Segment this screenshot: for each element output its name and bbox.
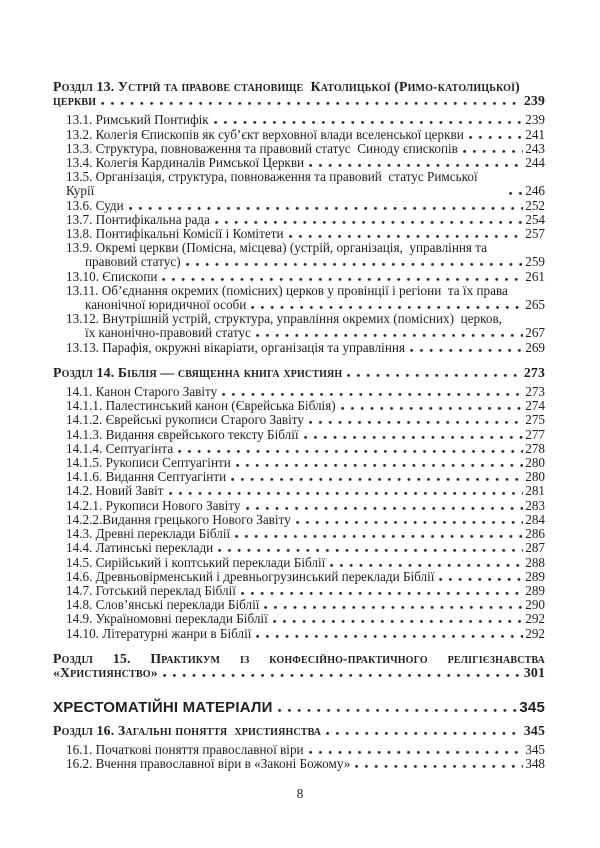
toc-entry xyxy=(53,612,545,626)
toc-title: 14.1.5. Рукописи Септуагінти xyxy=(66,455,231,471)
toc-page-ref: 257 xyxy=(525,226,545,242)
toc-chapter-heading xyxy=(53,724,545,738)
toc-entry xyxy=(53,442,545,456)
toc-title-line: Розділ 13. Устрій та правове становище Католицької (Римо-католицької) xyxy=(53,79,520,94)
dot-leader xyxy=(246,507,524,510)
dot-leader xyxy=(264,606,523,609)
toc-entry xyxy=(53,470,545,484)
dot-leader xyxy=(469,136,523,139)
toc-title: 14.9. Україномовні переклади Біблії xyxy=(66,611,268,627)
dot-leader xyxy=(410,349,523,352)
toc-entry xyxy=(53,456,545,470)
dot-leader xyxy=(186,263,524,266)
toc-entry xyxy=(53,584,545,598)
dot-leader xyxy=(256,334,523,337)
dot-leader xyxy=(309,421,523,424)
toc-title: 14.1. Канон Старого Завіту xyxy=(66,384,218,400)
dot-leader xyxy=(256,635,523,638)
toc-row xyxy=(66,627,545,641)
toc-title: канонічної юридичної особи xyxy=(85,297,247,313)
toc-row xyxy=(66,142,545,156)
toc-title: 13.8. Понтифікальні Комісії і Комітети xyxy=(66,226,284,242)
toc-row xyxy=(66,456,545,470)
toc-entry xyxy=(53,413,545,427)
dot-leader xyxy=(178,450,523,453)
dot-leader xyxy=(215,221,523,224)
toc-entry xyxy=(53,598,545,612)
toc-page-ref: 345 xyxy=(523,723,545,739)
dot-leader xyxy=(236,464,523,467)
toc-page-ref: 269 xyxy=(525,339,545,355)
toc-page-ref: 292 xyxy=(525,611,545,627)
toc-page-ref: 290 xyxy=(525,597,545,613)
toc-row xyxy=(53,666,545,680)
dot-leader xyxy=(309,751,524,754)
toc-title: 14.6. Древньовірменський і древньогрузинський переклади Біблії xyxy=(66,568,435,584)
dot-leader xyxy=(169,492,524,495)
toc-title: 14.8. Слов’янські переклади Біблії xyxy=(66,597,260,613)
toc-title: Розділ 14. Біблія — священна книга християн xyxy=(53,364,343,380)
dot-leader xyxy=(463,150,523,153)
dot-leader xyxy=(341,407,524,410)
toc-page-ref: 241 xyxy=(525,126,545,142)
toc-entry xyxy=(53,527,545,541)
toc-row xyxy=(66,541,545,555)
toc-page-ref: 289 xyxy=(525,568,545,584)
toc-entry xyxy=(53,743,545,757)
toc-page-ref: 280 xyxy=(525,455,545,471)
toc-title-line: Розділ 15. Практикум із конфесійно-практичного релігієзнавства xyxy=(53,650,545,666)
toc-row xyxy=(85,255,545,269)
toc-page-ref: 274 xyxy=(525,398,545,414)
toc-chapter-heading xyxy=(53,652,545,680)
toc-entry xyxy=(53,170,545,198)
toc-row xyxy=(66,156,545,170)
toc-title: 14.1.1. Палестинський канон (Єврейська Біблія) xyxy=(66,398,336,414)
toc-title: 16.1. Початкові поняття православної віри xyxy=(66,741,304,757)
toc-title: 14.5. Сирійський і коптський переклади Біблії xyxy=(66,554,326,570)
dot-leader xyxy=(509,192,523,195)
toc-row xyxy=(53,724,545,738)
toc-title: 13.5. Організація, структура, повноваження та правовий статус Римської Курії xyxy=(66,169,481,199)
toc-page-ref: 287 xyxy=(525,540,545,556)
toc-page-ref: 278 xyxy=(525,440,545,456)
toc-row xyxy=(66,527,545,541)
dot-leader xyxy=(296,521,523,524)
toc-entry xyxy=(53,142,545,156)
dot-leader xyxy=(251,306,523,309)
toc-page-ref: 301 xyxy=(523,664,545,680)
toc-page-ref: 265 xyxy=(525,297,545,313)
toc-entry xyxy=(53,113,545,127)
toc-page-ref: 259 xyxy=(525,254,545,270)
toc-row xyxy=(66,341,545,355)
toc-row xyxy=(66,170,545,198)
dot-leader xyxy=(330,564,523,567)
dot-leader xyxy=(278,709,518,712)
toc-row xyxy=(66,227,545,241)
dot-leader xyxy=(289,235,524,238)
toc-page-ref: 239 xyxy=(525,112,545,128)
toc-entry xyxy=(53,513,545,527)
toc-part-heading xyxy=(53,701,545,715)
dot-leader xyxy=(129,207,524,210)
toc-row xyxy=(66,428,545,442)
toc-row xyxy=(66,484,545,498)
toc-chapter-heading xyxy=(53,366,545,380)
toc-title: 14.1.6. Видання Септуагінти xyxy=(66,469,227,485)
toc-row xyxy=(66,128,545,142)
toc-entry xyxy=(53,385,545,399)
toc-entry xyxy=(53,341,545,355)
toc-entry xyxy=(53,428,545,442)
dot-leader xyxy=(241,592,523,595)
toc-page-ref: 348 xyxy=(525,755,545,771)
toc-entry xyxy=(53,556,545,570)
toc-page-ref: 267 xyxy=(525,325,545,341)
toc-entry xyxy=(53,241,545,269)
toc-page-ref: 288 xyxy=(525,554,545,570)
toc-entry xyxy=(53,484,545,498)
toc-row xyxy=(66,399,545,413)
toc-page-ref: 289 xyxy=(525,582,545,598)
toc-title: ХРЕСТОМАТІЙНІ МАТЕРІАЛИ xyxy=(53,699,273,717)
toc-title: 14.1.4. Септуагінта xyxy=(66,440,174,456)
page-number: 8 xyxy=(296,786,304,801)
toc-page-ref: 283 xyxy=(525,497,545,513)
toc-entry xyxy=(53,312,545,340)
toc-page-ref: 261 xyxy=(525,268,545,284)
toc-chapter-heading xyxy=(53,80,545,108)
toc-page-ref: 281 xyxy=(525,483,545,499)
dot-leader xyxy=(222,393,523,396)
toc-title-line: 13.9. Окремі церкви (Помісна, місцева) (устрій, організація, управління та xyxy=(66,240,488,256)
toc-title: правовий статус) xyxy=(85,254,181,270)
toc-title: 13.10. Єпископи xyxy=(66,268,158,284)
toc-title: 14.2. Новий Завіт xyxy=(66,483,164,499)
toc-page-ref: 254 xyxy=(525,211,545,227)
dot-leader xyxy=(162,278,523,281)
toc-page-ref: 284 xyxy=(525,511,545,527)
toc-row xyxy=(85,326,545,340)
toc-row xyxy=(66,584,545,598)
dot-leader xyxy=(163,674,522,677)
toc-title: 14.10. Літературні жанри в Біблії xyxy=(66,625,252,641)
toc-entry xyxy=(53,499,545,513)
dot-leader xyxy=(273,620,523,623)
toc-page-ref: 275 xyxy=(525,412,545,428)
toc-row xyxy=(53,366,545,380)
toc-title: їх канонічно-правовий статус xyxy=(85,325,251,341)
toc-title: «Християнство» xyxy=(53,664,158,680)
toc-row xyxy=(66,213,545,227)
toc-row xyxy=(66,442,545,456)
toc-page-ref: 273 xyxy=(523,364,545,380)
toc-row xyxy=(66,113,545,127)
dot-leader xyxy=(355,765,523,768)
toc-row xyxy=(66,598,545,612)
toc-page-ref: 345 xyxy=(525,741,545,757)
toc-title: 13.1. Римський Понтифік xyxy=(66,112,209,128)
toc-entry xyxy=(53,156,545,170)
toc-row xyxy=(53,94,545,108)
toc-title: 13.3. Структура, повноваження та правовий статус Синоду єпископів xyxy=(66,140,458,156)
toc-title: 13.13. Парафія, окружні вікаріати, організація та управління xyxy=(66,339,406,355)
toc-entry xyxy=(53,227,545,241)
toc-page-ref: 243 xyxy=(525,140,545,156)
toc-page-ref: 239 xyxy=(523,93,545,109)
toc-row xyxy=(66,470,545,484)
toc-title: 13.4. Колегія Кардиналів Римської Церкви xyxy=(66,155,305,171)
toc-entry xyxy=(53,570,545,584)
toc-entry xyxy=(53,627,545,641)
dot-leader xyxy=(304,436,524,439)
toc-title: 14.2.2.Видання грецького Нового Завіту xyxy=(66,511,291,527)
toc-row xyxy=(66,413,545,427)
dot-leader xyxy=(439,578,523,581)
toc-title-line: 13.11. Об’єднання окремих (помісних) церков у провінції і регіони та їх права xyxy=(66,282,508,298)
toc-row xyxy=(66,757,545,771)
toc-entry xyxy=(53,284,545,312)
dot-leader xyxy=(214,121,524,124)
toc-title: 14.2.1. Рукописи Нового Завіту xyxy=(66,497,241,513)
dot-leader xyxy=(326,732,522,735)
toc-title: церкви xyxy=(53,93,97,109)
toc-page-ref: 244 xyxy=(525,155,545,171)
toc-entry xyxy=(53,128,545,142)
toc-page-ref: 246 xyxy=(525,183,545,199)
toc-title: 14.3. Древні переклади Біблії xyxy=(66,526,231,542)
toc-title: 14.7. Готський переклад Біблії xyxy=(66,582,236,598)
toc-row xyxy=(66,743,545,757)
toc-row xyxy=(66,270,545,284)
toc-title: 14.4. Латинські переклади xyxy=(66,540,214,556)
toc-row xyxy=(66,612,545,626)
toc-entry xyxy=(53,199,545,213)
toc-title: 14.1.3. Видання єврейського тексту Біблії xyxy=(66,426,299,442)
toc-page-ref: 292 xyxy=(525,625,545,641)
dot-leader xyxy=(309,164,523,167)
toc-page-ref: 273 xyxy=(525,384,545,400)
toc-row xyxy=(66,570,545,584)
toc-entry xyxy=(53,213,545,227)
toc-row xyxy=(85,298,545,312)
toc-entry xyxy=(53,270,545,284)
toc-title: Розділ 16. Загальні поняття християнства xyxy=(53,723,322,739)
toc-row xyxy=(66,385,545,399)
toc-row xyxy=(66,199,545,213)
dot-leader xyxy=(101,102,522,105)
toc-title: 13.6. Суди xyxy=(66,197,124,213)
toc-page-ref: 277 xyxy=(525,426,545,442)
toc-row xyxy=(66,499,545,513)
toc-title-line: 13.12. Внутрішній устрій, структура, управління окремих (помісних) церков, xyxy=(66,311,502,327)
toc-page-ref: 286 xyxy=(525,526,545,542)
toc-row xyxy=(66,556,545,570)
dot-leader xyxy=(218,549,523,552)
toc-entry xyxy=(53,399,545,413)
dot-leader xyxy=(231,478,523,481)
toc-page-ref: 345 xyxy=(519,699,545,717)
toc-row xyxy=(66,513,545,527)
toc-title: 13.7. Понтифікальна рада xyxy=(66,211,210,227)
toc-row xyxy=(53,701,545,715)
toc-page-ref: 252 xyxy=(525,197,545,213)
toc-page-ref: 280 xyxy=(525,469,545,485)
toc-title: 16.2. Вчення православної віри в «Законі Божому» xyxy=(66,755,351,771)
toc-title: 14.1.2. Єврейські рукописи Старого Завіту xyxy=(66,412,304,428)
dot-leader xyxy=(347,374,521,377)
toc-title: 13.2. Колегія Єпископів як суб’єкт верховної влади вселенської церкви xyxy=(66,126,464,142)
toc-entry xyxy=(53,541,545,555)
toc-entry xyxy=(53,757,545,771)
table-of-contents xyxy=(53,80,545,771)
dot-leader xyxy=(235,535,523,538)
